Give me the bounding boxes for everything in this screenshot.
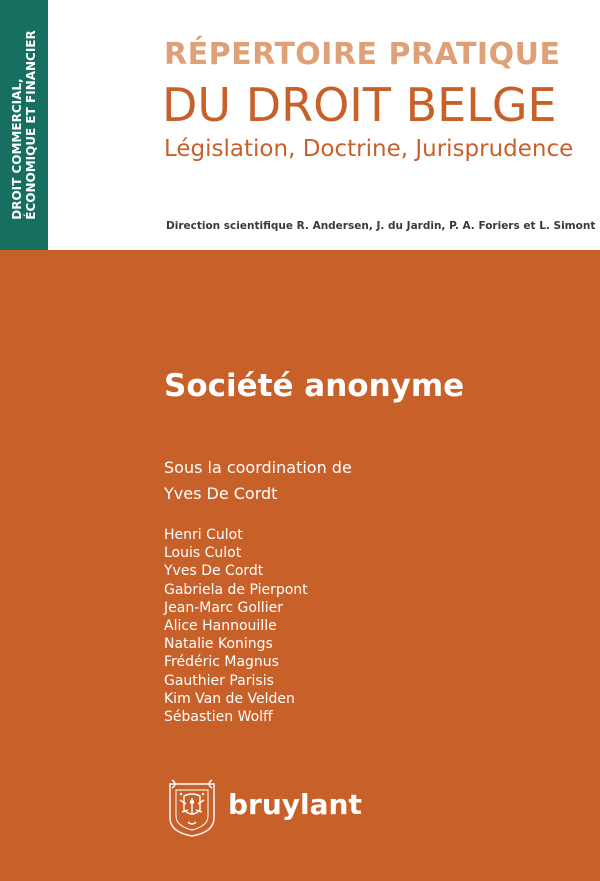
author-name: Jean-Marc Gollier: [164, 599, 283, 616]
author-name: Sébastien Wolff: [164, 709, 273, 726]
book-title: Société anonyme: [164, 368, 465, 404]
author-name: Natalie Konings: [164, 636, 273, 653]
series-main-title: DU DROIT BELGE: [162, 78, 557, 132]
author-name: Henri Culot: [164, 527, 243, 543]
spine-category: [10, 30, 38, 219]
author-name: Yves De Cordt: [164, 563, 264, 580]
spine-line-2: ÉCONOMIQUE ET FINANCIER: [24, 30, 38, 220]
coordinator-name: Yves De Cordt: [164, 484, 278, 503]
author-name: Frédéric Magnus: [164, 654, 279, 671]
author-name: Louis Culot: [164, 545, 242, 562]
author-name: Gauthier Parisis: [164, 672, 274, 689]
spine-line-1: DROIT COMMERCIAL,: [10, 78, 24, 220]
series-title: RÉPERTOIRE PRATIQUE: [164, 37, 561, 72]
publisher-name: bruylant: [228, 788, 362, 821]
coordination-block: [164, 455, 352, 507]
scientific-direction: Direction scientifique R. Andersen, J. du Jardin, P. A. Foriers et L. Simont: [166, 220, 596, 232]
spine-band: [0, 0, 48, 250]
series-subtitle: Législation, Doctrine, Jurisprudence: [164, 136, 574, 162]
author-name: Gabriela de Pierpont: [164, 581, 308, 598]
author-list: [164, 526, 308, 726]
bruylant-emblem-icon: [164, 778, 220, 838]
author-name: Kim Van de Velden: [164, 690, 295, 707]
coordination-label: Sous la coordination de: [164, 458, 352, 477]
author-name: Alice Hannouille: [164, 618, 277, 635]
